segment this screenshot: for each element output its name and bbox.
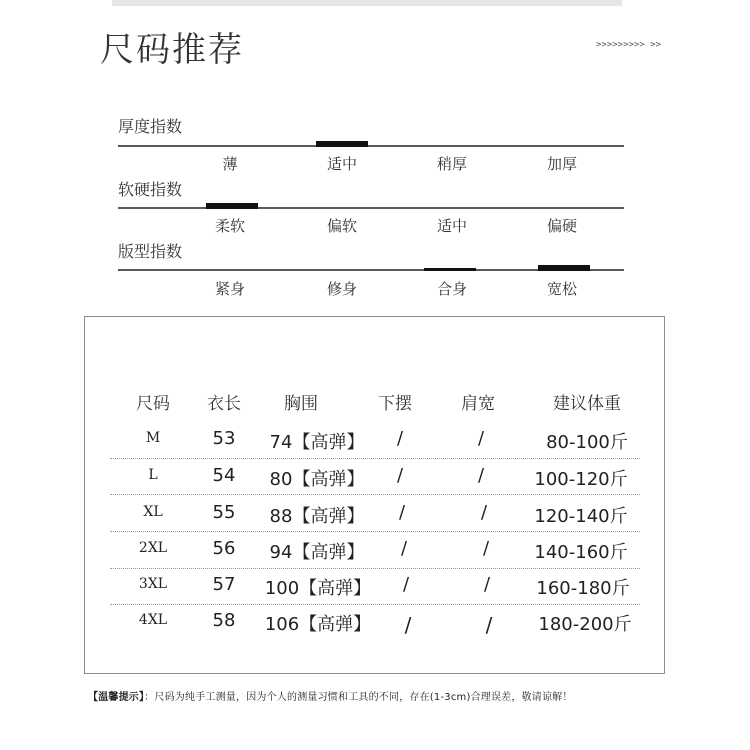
cell-length: 58 bbox=[212, 610, 236, 631]
cell-chest: 94【高弹】 bbox=[269, 542, 365, 563]
thickness-index-scale bbox=[118, 145, 624, 147]
cell-hem: / bbox=[402, 574, 410, 595]
cell-shoulder: / bbox=[482, 538, 490, 559]
cell-hem: / bbox=[396, 465, 404, 486]
cell-hem: / bbox=[396, 428, 404, 449]
cell-hem: / bbox=[400, 538, 408, 559]
fit-option-regular: 合身 bbox=[436, 280, 467, 298]
fit-index-marker-loose bbox=[538, 265, 590, 271]
thickness-index-label: 厚度指数 bbox=[118, 117, 183, 136]
fit-option-tight: 紧身 bbox=[214, 280, 245, 298]
softness-option-soft: 柔软 bbox=[214, 217, 245, 235]
thickness-option-thick: 加厚 bbox=[546, 155, 577, 173]
table-row bbox=[0, 538, 750, 572]
row-divider bbox=[110, 458, 640, 459]
cell-weight: 120-140斤 bbox=[534, 506, 628, 527]
thickness-index-marker bbox=[316, 141, 368, 147]
cell-length: 54 bbox=[212, 465, 236, 486]
cell-weight: 140-160斤 bbox=[534, 542, 628, 563]
softness-index-scale bbox=[118, 207, 624, 209]
cell-size: 4XL bbox=[138, 612, 168, 628]
col-header-length: 衣长 bbox=[207, 394, 241, 414]
table-row bbox=[0, 574, 750, 608]
cell-shoulder: / bbox=[477, 428, 485, 449]
thickness-option-slightly-thick: 稍厚 bbox=[436, 155, 467, 173]
cell-length: 56 bbox=[212, 538, 236, 559]
top-image-strip bbox=[112, 0, 622, 6]
row-divider bbox=[110, 531, 640, 532]
softness-index-marker bbox=[206, 203, 258, 209]
cell-size: L bbox=[148, 467, 158, 483]
cell-length: 55 bbox=[212, 502, 236, 523]
cell-size: 3XL bbox=[138, 576, 168, 592]
footnote-text: ：尺码为纯手工测量，因为个人的测量习惯和工具的不同，存在(1-3cm)合理误差，敬请谅解！ bbox=[144, 692, 573, 703]
table-row bbox=[0, 428, 750, 462]
fit-index-marker-fit bbox=[424, 268, 476, 271]
col-header-weight: 建议体重 bbox=[553, 394, 621, 414]
cell-shoulder: / bbox=[485, 613, 493, 637]
cell-size: XL bbox=[143, 504, 163, 520]
cell-chest: 74【高弹】 bbox=[269, 432, 365, 453]
softness-option-slightly-soft: 偏软 bbox=[326, 217, 357, 235]
fit-option-slim: 修身 bbox=[326, 280, 357, 298]
cell-chest: 100【高弹】 bbox=[264, 578, 372, 599]
cell-weight: 160-180斤 bbox=[536, 578, 630, 599]
thickness-option-thin: 薄 bbox=[222, 155, 238, 173]
cell-chest: 80【高弹】 bbox=[269, 469, 365, 490]
cell-hem: / bbox=[404, 613, 412, 637]
softness-index-label: 软硬指数 bbox=[118, 180, 183, 199]
row-divider bbox=[110, 604, 640, 605]
cell-shoulder: / bbox=[483, 574, 491, 595]
cell-size: 2XL bbox=[138, 540, 168, 556]
cell-length: 53 bbox=[212, 428, 236, 449]
cell-weight: 80-100斤 bbox=[546, 432, 628, 453]
thickness-option-medium: 适中 bbox=[326, 155, 357, 173]
fit-index-label: 版型指数 bbox=[118, 242, 183, 261]
col-header-shoulder: 肩宽 bbox=[461, 394, 495, 414]
col-header-size: 尺码 bbox=[136, 394, 170, 414]
fit-option-loose: 宽松 bbox=[546, 280, 577, 298]
cell-chest: 88【高弹】 bbox=[269, 506, 365, 527]
cell-weight: 180-200斤 bbox=[538, 614, 632, 635]
row-divider bbox=[110, 494, 640, 495]
cell-chest: 106【高弹】 bbox=[264, 614, 372, 635]
softness-option-medium: 适中 bbox=[436, 217, 467, 235]
cell-weight: 100-120斤 bbox=[534, 469, 628, 490]
row-divider bbox=[110, 568, 640, 569]
cell-shoulder: / bbox=[480, 502, 488, 523]
cell-shoulder: / bbox=[477, 465, 485, 486]
page-title: 尺码推荐 bbox=[100, 30, 244, 70]
cell-hem: / bbox=[398, 502, 406, 523]
footnote-tag: 【温馨提示】 bbox=[88, 692, 145, 703]
cell-length: 57 bbox=[212, 574, 236, 595]
footnote bbox=[88, 688, 573, 703]
title-arrows: >>>>>>>>> >> bbox=[596, 40, 662, 50]
table-row bbox=[0, 610, 750, 644]
col-header-hem: 下摆 bbox=[378, 394, 412, 414]
softness-option-slightly-hard: 偏硬 bbox=[546, 217, 577, 235]
cell-size: M bbox=[145, 430, 161, 446]
col-header-chest: 胸围 bbox=[284, 394, 318, 414]
